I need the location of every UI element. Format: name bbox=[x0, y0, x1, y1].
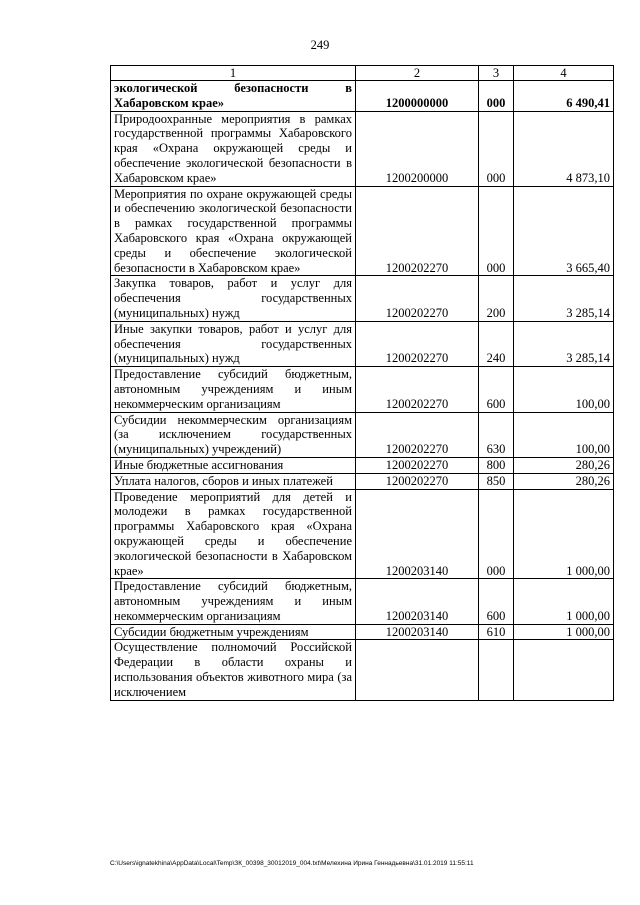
row-name-cell: Иные закупки товаров, работ и услуг для обеспечения государственных (муниципальных) нужд bbox=[111, 321, 356, 366]
row-type-cell: 200 bbox=[479, 276, 514, 321]
table-header-row bbox=[111, 66, 614, 81]
row-type-cell: 800 bbox=[479, 457, 514, 473]
budget-table bbox=[110, 65, 614, 701]
row-code-cell: 1200000000 bbox=[356, 81, 479, 112]
row-name-cell: Закупка товаров, работ и услуг для обеспечения государственных (муниципальных) нужд bbox=[111, 276, 356, 321]
row-amount-cell: 100,00 bbox=[514, 412, 614, 457]
column-header-name: 1 bbox=[111, 66, 356, 81]
table-row bbox=[111, 473, 614, 489]
row-code-cell: 1200202270 bbox=[356, 186, 479, 276]
row-code-cell: 1200203140 bbox=[356, 624, 479, 640]
table-row bbox=[111, 321, 614, 366]
row-amount-cell: 3 665,40 bbox=[514, 186, 614, 276]
row-type-cell: 600 bbox=[479, 367, 514, 412]
table-row bbox=[111, 624, 614, 640]
row-type-cell: 000 bbox=[479, 81, 514, 112]
row-amount-cell bbox=[514, 640, 614, 700]
row-amount-cell: 3 285,14 bbox=[514, 276, 614, 321]
row-name-cell: Предоставление субсидий бюджетным, автономным учреждениям и иным некоммерческим организациям bbox=[111, 367, 356, 412]
table-row bbox=[111, 367, 614, 412]
file-path-footer: C:\Users\ignatekhina\AppData\Local\Temp\ЗК_00398_30012019_004.txt\Мелехина Ирина Геннадьевна\31.01.2019 11:55:11 bbox=[110, 860, 474, 867]
row-name-cell: Иные бюджетные ассигнования bbox=[111, 457, 356, 473]
row-name-cell: экологической безопасности в Хабаровском крае» bbox=[111, 81, 356, 112]
row-type-cell: 610 bbox=[479, 624, 514, 640]
row-type-cell: 000 bbox=[479, 186, 514, 276]
table-row bbox=[111, 489, 614, 579]
table-row bbox=[111, 412, 614, 457]
row-name-cell: Предоставление субсидий бюджетным, автономным учреждениям и иным некоммерческим организациям bbox=[111, 579, 356, 624]
row-code-cell: 1200202270 bbox=[356, 412, 479, 457]
row-code-cell: 1200203140 bbox=[356, 489, 479, 579]
row-name-cell: Проведение мероприятий для детей и молодежи в рамках государственной программы Хабаровского края «Охрана окружающей среды и обеспечение экологической безопасности в Хабаровском крае» bbox=[111, 489, 356, 579]
table-row bbox=[111, 81, 614, 112]
row-name-cell: Мероприятия по охране окружающей среды и обеспечению экологической безопасности в рамках государственной программы Хабаровского края «Охрана окружающей среды и обеспечение экологической безопасности в Хабаровском крае» bbox=[111, 186, 356, 276]
table-row bbox=[111, 579, 614, 624]
row-amount-cell: 280,26 bbox=[514, 457, 614, 473]
row-amount-cell: 1 000,00 bbox=[514, 489, 614, 579]
row-amount-cell: 100,00 bbox=[514, 367, 614, 412]
row-code-cell: 1200202270 bbox=[356, 321, 479, 366]
row-name-cell: Осуществление полномочий Российской Федерации в области охраны и использования объектов животного мира (за исключением bbox=[111, 640, 356, 700]
column-header-amount: 4 bbox=[514, 66, 614, 81]
row-amount-cell: 6 490,41 bbox=[514, 81, 614, 112]
row-code-cell: 1200202270 bbox=[356, 457, 479, 473]
row-code-cell: 1200202270 bbox=[356, 367, 479, 412]
row-amount-cell: 280,26 bbox=[514, 473, 614, 489]
row-name-cell: Субсидии некоммерческим организациям (за исключением государственных (муниципальных) учреждений) bbox=[111, 412, 356, 457]
row-amount-cell: 3 285,14 bbox=[514, 321, 614, 366]
row-type-cell bbox=[479, 640, 514, 700]
table-row bbox=[111, 276, 614, 321]
row-amount-cell: 1 000,00 bbox=[514, 624, 614, 640]
row-code-cell: 1200202270 bbox=[356, 473, 479, 489]
row-name-cell: Уплата налогов, сборов и иных платежей bbox=[111, 473, 356, 489]
page-number: 249 bbox=[310, 38, 330, 52]
table-row bbox=[111, 186, 614, 276]
row-type-cell: 600 bbox=[479, 579, 514, 624]
row-amount-cell: 4 873,10 bbox=[514, 111, 614, 186]
row-name-cell: Субсидии бюджетным учреждениям bbox=[111, 624, 356, 640]
row-code-cell: 1200200000 bbox=[356, 111, 479, 186]
column-header-code: 2 bbox=[356, 66, 479, 81]
row-code-cell: 1200202270 bbox=[356, 276, 479, 321]
row-type-cell: 000 bbox=[479, 111, 514, 186]
row-amount-cell: 1 000,00 bbox=[514, 579, 614, 624]
row-type-cell: 630 bbox=[479, 412, 514, 457]
table-row bbox=[111, 640, 614, 700]
table-row bbox=[111, 457, 614, 473]
row-name-cell: Природоохранные мероприятия в рамках государственной программы Хабаровского края «Охрана окружающей среды и обеспечение экологической безопасности в Хабаровском крае» bbox=[111, 111, 356, 186]
column-header-type: 3 bbox=[479, 66, 514, 81]
row-code-cell bbox=[356, 640, 479, 700]
row-code-cell: 1200203140 bbox=[356, 579, 479, 624]
table-row bbox=[111, 111, 614, 186]
row-type-cell: 850 bbox=[479, 473, 514, 489]
row-type-cell: 000 bbox=[479, 489, 514, 579]
row-type-cell: 240 bbox=[479, 321, 514, 366]
